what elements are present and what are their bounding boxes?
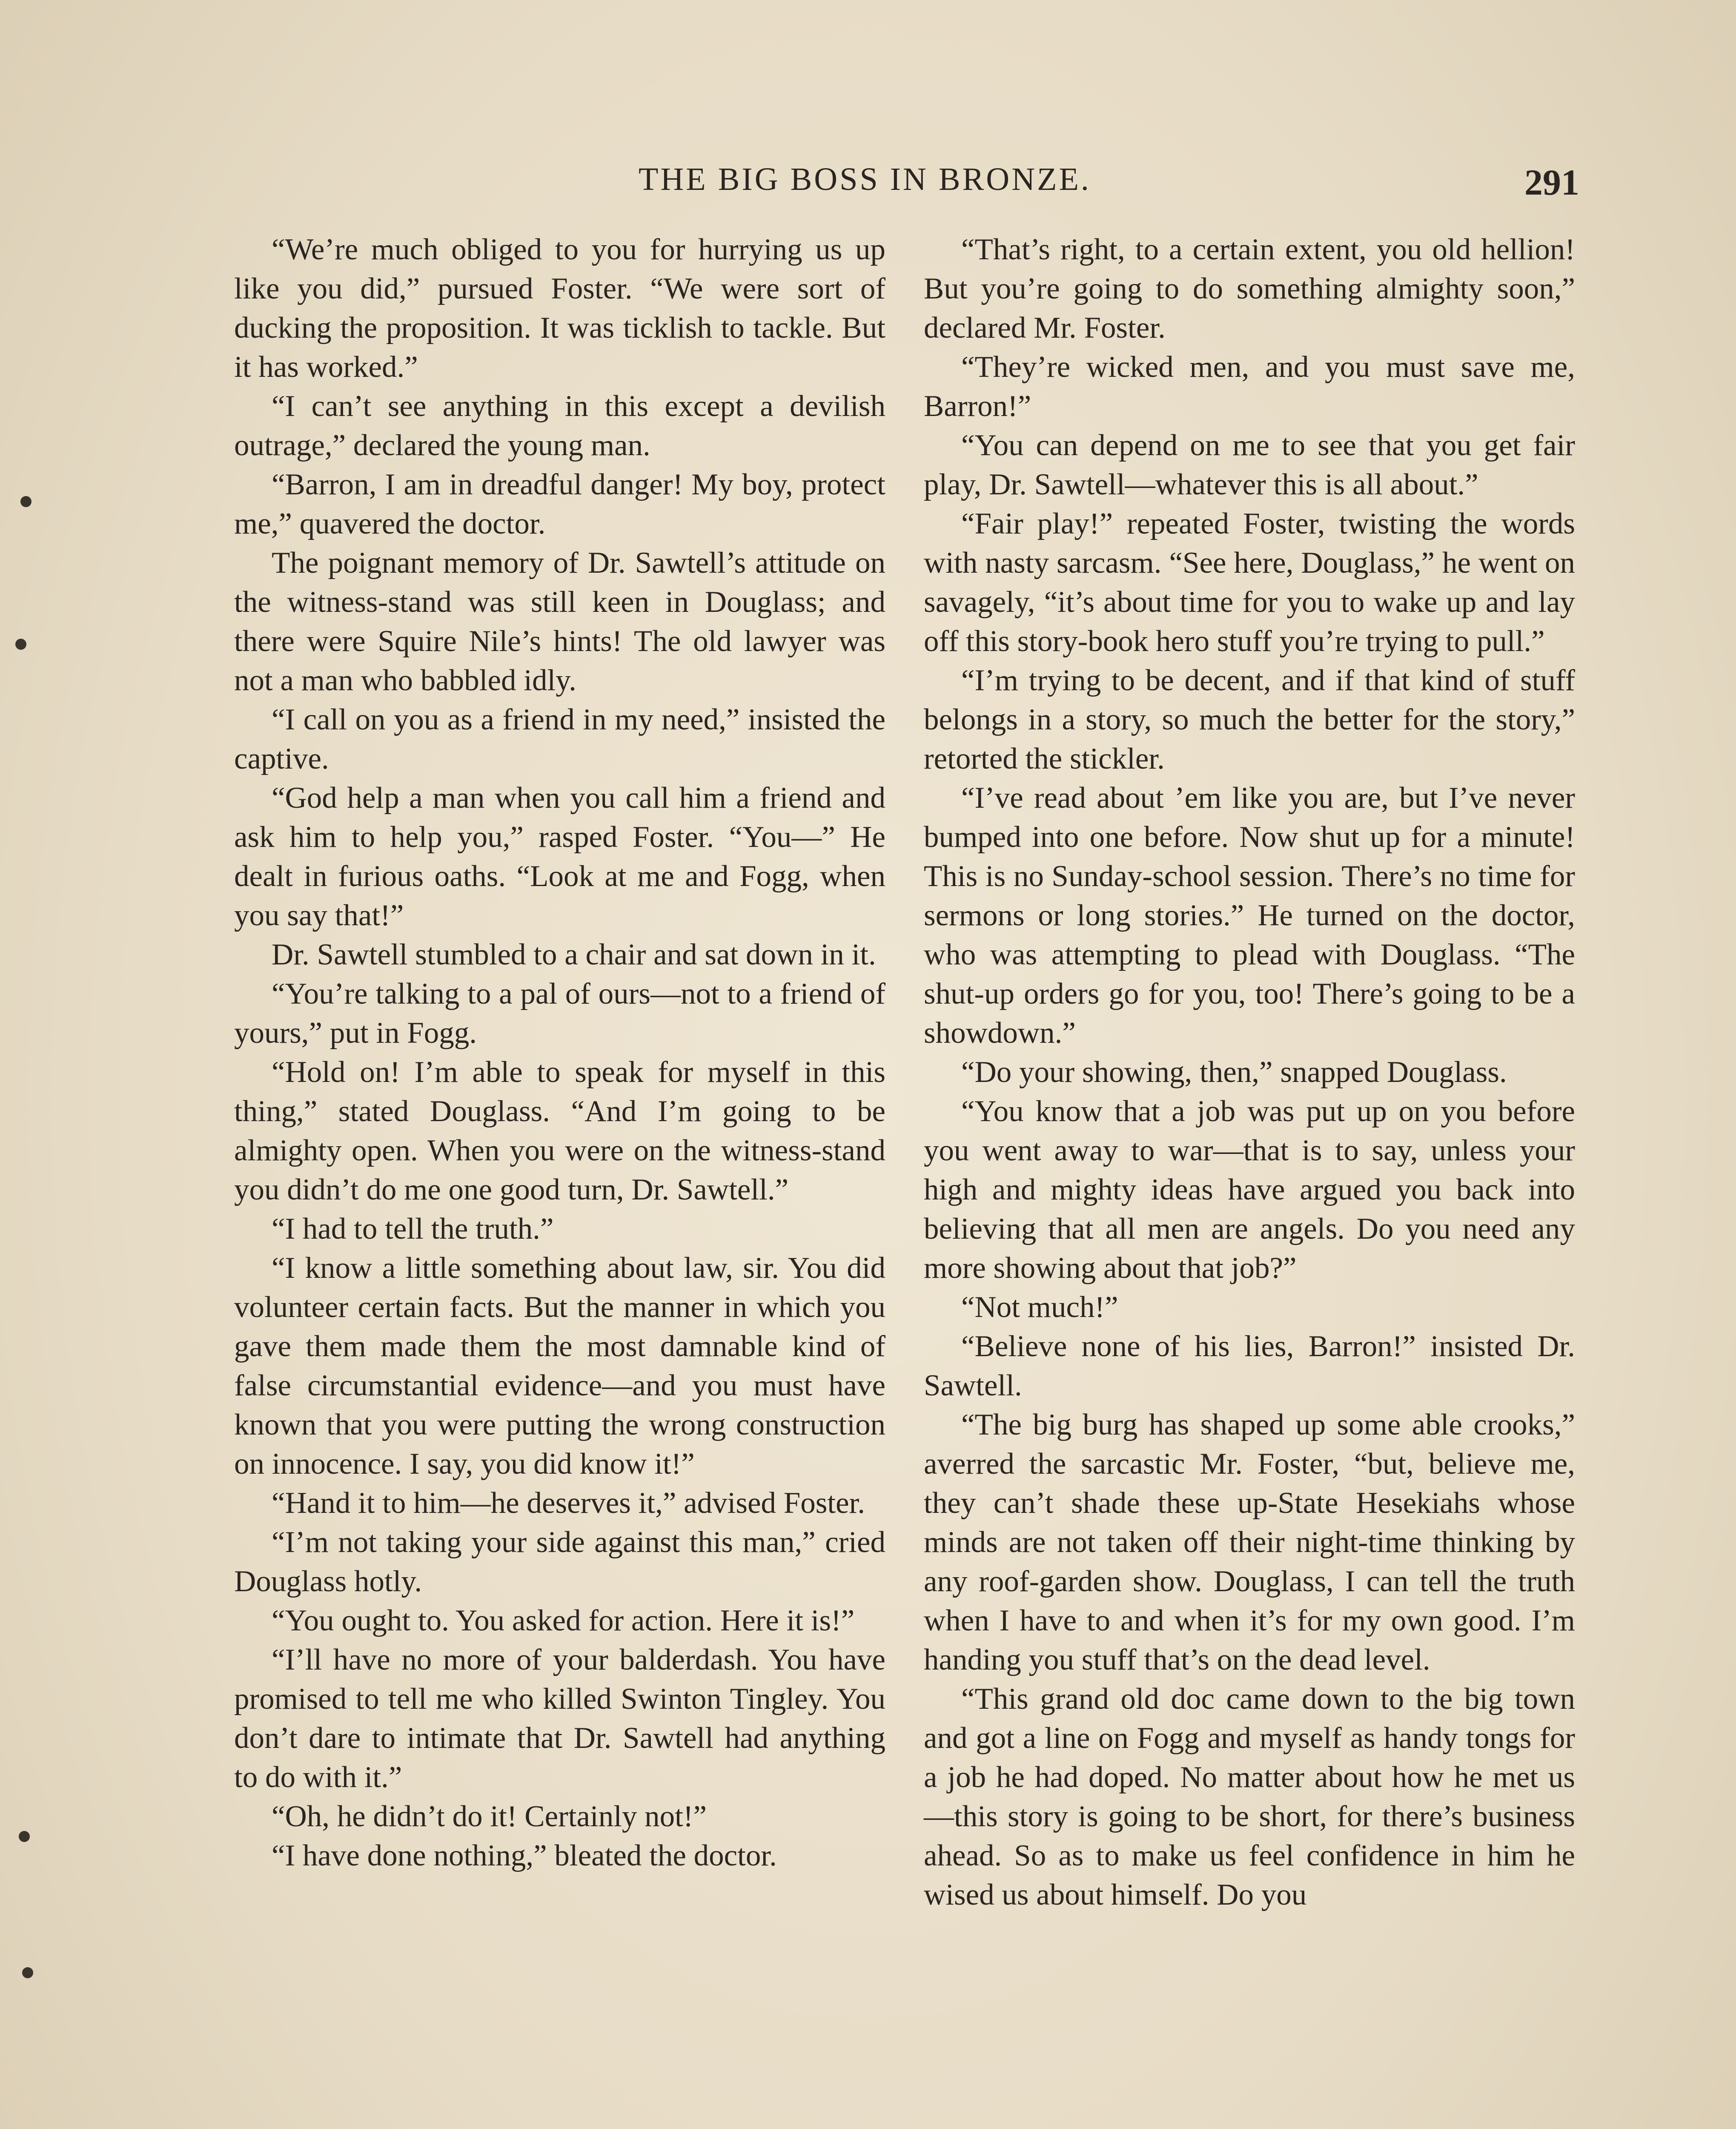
- paragraph: “I’m not taking your side against this man,” cried Douglass hotly.: [234, 1526, 885, 1598]
- page-number: 291: [1524, 162, 1579, 203]
- paragraph: “You ought to. You asked for action. Here it is!”: [272, 1604, 855, 1637]
- running-title: THE BIG BOSS IN BRONZE.: [639, 161, 1091, 197]
- paragraph: “I know a little something about law, sir. You did volunteer certain facts. But the manner in which you gave them made them the most damnable kind of false circumstantial evidence—and you must have known that you were putting the wrong construction on innocence. I say, you did know it!”: [234, 1251, 885, 1481]
- paragraph: “Oh, he didn’t do it! Certainly not!”: [272, 1800, 707, 1833]
- paragraph: “I’ll have no more of your balderdash. You have promised to tell me who killed Swinton Tingley. You don’t dare to intimate that Dr. Sawtell had anything to do with it.”: [234, 1643, 885, 1794]
- paragraph: “Hold on! I’m able to speak for myself in this thing,” stated Douglass. “And I’m going to be almighty open. When you were on the witness-stand you didn’t do me one good turn, Dr. Sawtell.”: [234, 1056, 885, 1206]
- paragraph: “We’re much obliged to you for hurrying us up like you did,” pursued Foster. “We were sort of ducking the proposition. It was ticklish to tackle. But it has worked.”: [234, 233, 885, 384]
- paragraph: “Barron, I am in dreadful danger! My boy, protect me,” quavered the doctor.: [234, 468, 885, 540]
- paragraph: The poignant memory of Dr. Sawtell’s attitude on the witness-stand was still keen in Douglass; and there were Squire Nile’s hints! The old lawyer was not a man who babbled idly.: [234, 546, 885, 697]
- paragraph: “They’re wicked men, and you must save me, Barron!”: [924, 350, 1575, 423]
- right-column: [924, 230, 1575, 1914]
- paragraph: “I can’t see anything in this except a devilish outrage,” declared the young man.: [234, 390, 885, 462]
- paragraph: “Do your showing, then,” snapped Douglass.: [961, 1056, 1507, 1089]
- paragraph: “Believe none of his lies, Barron!” insisted Dr. Sawtell.: [924, 1330, 1575, 1402]
- binding-hole-dot: [15, 639, 26, 650]
- paragraph: “This grand old doc came down to the big town and got a line on Fogg and myself as handy tongs for a job he had doped. No matter about how he met us—this story is going to be short, for there’s business ahead. So as to make us feel confidence in him he wised us about himself. Do you: [924, 1682, 1575, 1911]
- paragraph: “I call on you as a friend in my need,” insisted the captive.: [234, 703, 885, 775]
- paragraph: “Not much!”: [961, 1291, 1118, 1324]
- binding-hole-dot: [20, 496, 32, 507]
- paragraph: “You can depend on me to see that you get fair play, Dr. Sawtell—whatever this is all about.”: [924, 429, 1575, 501]
- paragraph: “Hand it to him—he deserves it,” advised Foster.: [272, 1486, 865, 1520]
- paragraph: “That’s right, to a certain extent, you old hellion! But you’re going to do something almighty soon,” declared Mr. Foster.: [924, 233, 1575, 344]
- paragraph: “You’re talking to a pal of ours—not to a friend of yours,” put in Fogg.: [234, 977, 885, 1050]
- left-column: [234, 230, 885, 1875]
- paragraph: “I’ve read about ’em like you are, but I’ve never bumped into one before. Now shut up for a minute! This is no Sunday-school session. There’s no time for sermons or long stories.” He turned on the doctor, who was attempting to plead with Douglass. “The shut-up orders go for you, too! There’s going to be a showdown.”: [924, 781, 1575, 1050]
- paragraph: “I have done nothing,” bleated the doctor.: [272, 1839, 777, 1872]
- paragraph: Dr. Sawtell stumbled to a chair and sat down in it.: [272, 938, 876, 971]
- paragraph: “You know that a job was put up on you before you went away to war—that is to say, unless your high and mighty ideas have argued you back into believing that all men are angels. Do you need any more showing about that job?”: [924, 1095, 1575, 1285]
- paragraph: “Fair play!” repeated Foster, twisting the words with nasty sarcasm. “See here, Douglass,” he went on savagely, “it’s about time for you to wake up and lay off this story-book hero stuff you’re trying to pull.”: [924, 507, 1575, 658]
- paragraph: “The big burg has shaped up some able crooks,” averred the sarcastic Mr. Foster, “but, believe me, they can’t shade these up-State Hesekiahs whose minds are not taken off their night-time thinking by any roof-garden show. Douglass, I can tell the truth when I have to and when it’s for my own good. I’m handing you stuff that’s on the dead level.: [924, 1408, 1575, 1676]
- paragraph: “I’m trying to be decent, and if that kind of stuff belongs in a story, so much the better for the story,” retorted the stickler.: [924, 664, 1575, 775]
- page-header: [234, 161, 1579, 212]
- paragraph: “I had to tell the truth.”: [272, 1212, 554, 1245]
- paragraph: “God help a man when you call him a friend and ask him to help you,” rasped Foster. “You—” He dealt in furious oaths. “Look at me and Fogg, when you say that!”: [234, 781, 885, 932]
- binding-hole-dot: [22, 1967, 33, 1978]
- binding-hole-dot: [19, 1831, 30, 1842]
